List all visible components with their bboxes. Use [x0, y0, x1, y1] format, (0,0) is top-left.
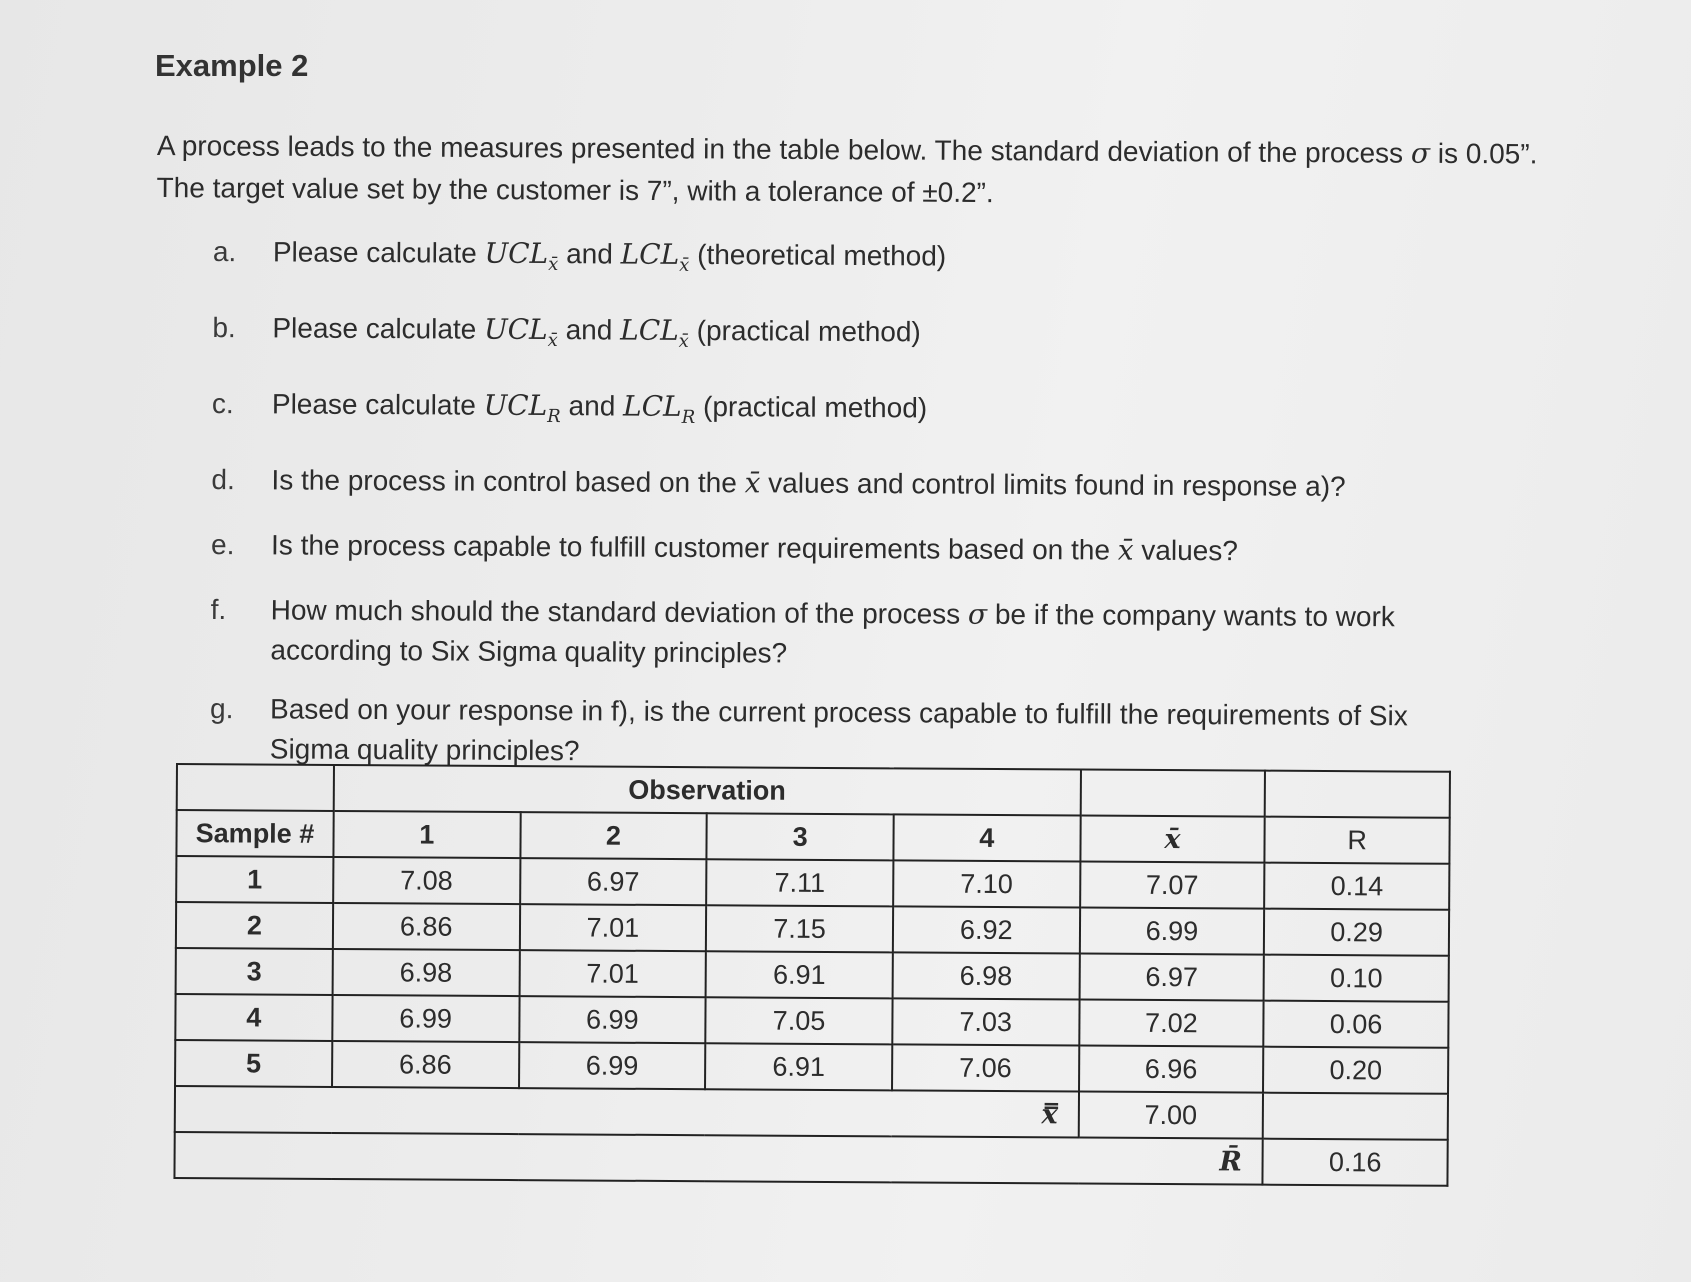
observation-value: 6.86 — [333, 903, 520, 950]
question-letter: e. — [210, 528, 235, 561]
xbar-symbol: x̄ — [1117, 533, 1134, 567]
question-text-end: values and control limits found in response a)? — [768, 467, 1346, 502]
conjunction: and — [568, 390, 616, 422]
range-value: 0.06 — [1264, 1001, 1449, 1048]
column-header-xbar: x̄ — [1080, 816, 1265, 863]
question-text: Please calculate — [272, 236, 477, 269]
question-e — [211, 525, 1471, 573]
question-f — [210, 590, 1470, 678]
table-row — [176, 902, 1449, 956]
lcl-symbol: LCL — [623, 389, 682, 423]
xbar-value: 6.99 — [1079, 908, 1264, 955]
question-letter: d. — [211, 463, 235, 496]
question-text-end: be if the company wants to work according to Six Sigma quality principles? — [270, 598, 1395, 669]
sample-number: 3 — [176, 948, 333, 995]
xbar-value: 6.97 — [1079, 954, 1264, 1001]
ucl-symbol: UCL — [483, 388, 548, 423]
question-b — [212, 308, 1472, 367]
observation-value: 6.98 — [332, 949, 519, 996]
observation-value: 6.99 — [519, 1042, 706, 1089]
observation-header: Observation — [334, 765, 1081, 816]
question-letter: b. — [212, 311, 236, 344]
table-cell — [1265, 771, 1450, 818]
observation-value: 7.11 — [706, 859, 893, 906]
question-method: (practical method) — [702, 390, 928, 424]
observation-value: 7.01 — [519, 904, 706, 951]
column-header-sample: Sample # — [176, 810, 333, 857]
xbar-value: 6.96 — [1079, 1046, 1264, 1093]
table-row — [175, 1040, 1448, 1094]
question-text-end: values? — [1141, 534, 1238, 567]
observation-value: 7.15 — [706, 905, 893, 952]
xbar-value: 7.07 — [1080, 862, 1265, 909]
question-letter: a. — [212, 235, 237, 268]
question-method: (practical method) — [696, 314, 921, 348]
ucl-symbol: UCL — [484, 236, 549, 271]
question-text: Is the process in control based on the — [271, 464, 737, 499]
range-value: 0.29 — [1264, 909, 1449, 956]
grand-mean-row — [175, 1086, 1448, 1140]
column-header-obs-1: 1 — [333, 811, 520, 858]
observation-value: 6.91 — [705, 1043, 892, 1090]
observation-value: 7.06 — [892, 1044, 1079, 1091]
table-cell — [177, 764, 334, 811]
observation-value: 6.92 — [893, 906, 1080, 953]
conjunction: and — [565, 314, 613, 346]
range-value: 0.20 — [1263, 1047, 1448, 1094]
r-bar-value: 0.16 — [1263, 1139, 1448, 1186]
table-cell — [1080, 770, 1265, 817]
question-a — [213, 232, 1473, 291]
question-text: Please calculate — [271, 388, 476, 421]
intro-text-part2: is 0.05”. The target value set by the customer is 7”, with a tolerance of ±0.2”. — [156, 137, 1538, 209]
question-text: Based on your response in f), is the current process capable to fulfill the requirements of Six Sigma quality principles? — [269, 693, 1408, 767]
r-bar-label: R̄ — [174, 1132, 1263, 1185]
observation-value: 7.08 — [333, 857, 520, 904]
observation-value: 6.97 — [520, 858, 707, 905]
example-title: Example 2 — [155, 48, 309, 83]
lcl-symbol: LCL — [620, 237, 680, 271]
observation-value: 6.98 — [892, 952, 1079, 999]
column-header-obs-2: 2 — [520, 812, 707, 859]
sample-number: 1 — [176, 856, 333, 903]
xbar-value: 7.02 — [1079, 1000, 1264, 1047]
table-row — [175, 994, 1448, 1048]
grand-mean-value: 7.00 — [1078, 1092, 1263, 1139]
column-header-obs-4: 4 — [893, 814, 1080, 861]
question-text: How much should the standard deviation of the process — [270, 594, 961, 630]
table-row — [176, 948, 1449, 1002]
lcl-symbol: LCL — [620, 313, 679, 347]
question-list — [210, 232, 1473, 802]
observation-value: 6.86 — [332, 1041, 519, 1088]
column-header-obs-3: 3 — [707, 813, 894, 860]
question-letter: c. — [211, 387, 234, 420]
observation-value: 6.99 — [519, 996, 706, 1043]
observation-value: 7.05 — [706, 997, 893, 1044]
intro-text-part1: A process leads to the measures presented in the table below. The standard deviation of the process — [156, 129, 1404, 169]
observation-value: 7.03 — [892, 998, 1079, 1045]
problem-statement — [156, 125, 1546, 217]
subscript: x̄ — [679, 254, 690, 276]
xbar-symbol: x̄ — [744, 466, 761, 500]
question-letter: g. — [209, 692, 234, 725]
range-value: 0.14 — [1264, 863, 1449, 910]
question-d — [211, 460, 1471, 508]
question-letter: f. — [210, 593, 227, 626]
subscript: R — [681, 406, 696, 428]
conjunction: and — [566, 238, 613, 270]
observation-value: 7.10 — [893, 860, 1080, 907]
observation-value: 7.01 — [519, 950, 706, 997]
sample-number: 5 — [175, 1040, 332, 1087]
sample-number: 2 — [176, 902, 333, 949]
range-value: 0.10 — [1264, 955, 1449, 1002]
subscript: R — [547, 406, 561, 428]
table-group-header-row — [177, 764, 1450, 818]
sigma-symbol: σ — [1410, 136, 1431, 170]
table-row — [176, 856, 1449, 910]
observation-value: 6.91 — [706, 951, 893, 998]
range-mean-row — [174, 1132, 1447, 1186]
sigma-symbol: σ — [967, 597, 988, 631]
table-header-row — [176, 810, 1449, 864]
sample-number: 4 — [175, 994, 332, 1041]
subscript: x̄ — [548, 254, 559, 276]
question-text: Please calculate — [272, 312, 477, 345]
subscript: x̄ — [547, 330, 558, 352]
measurements-table — [173, 763, 1451, 1187]
question-text: Is the process capable to fulfill customer requirements based on the — [270, 529, 1111, 566]
table-cell — [1263, 1093, 1448, 1140]
subscript: x̄ — [678, 330, 689, 352]
ucl-symbol: UCL — [483, 312, 548, 347]
question-method: (theoretical method) — [697, 238, 947, 272]
observation-value: 6.99 — [332, 995, 519, 1042]
column-header-r: R — [1265, 817, 1450, 864]
grand-mean-label: x̿ — [175, 1086, 1079, 1138]
question-c — [212, 384, 1472, 443]
